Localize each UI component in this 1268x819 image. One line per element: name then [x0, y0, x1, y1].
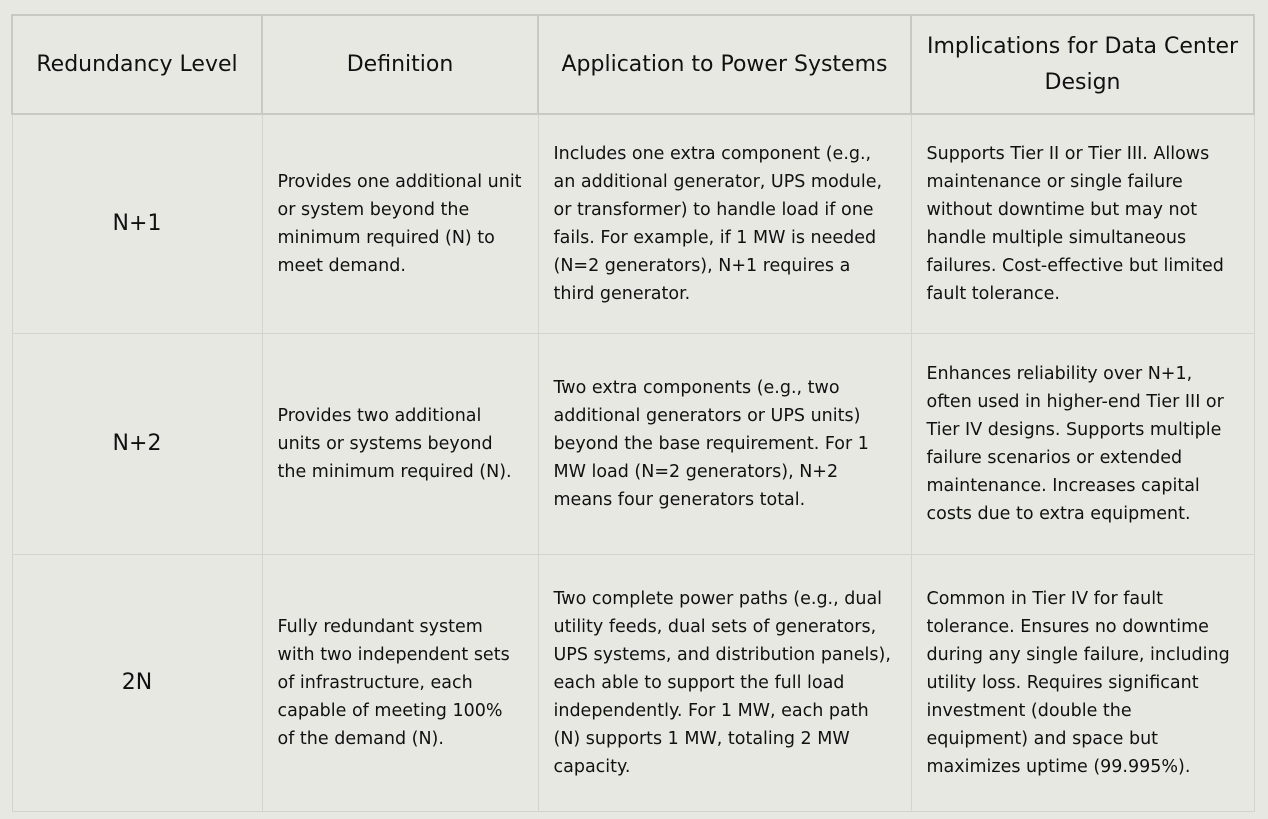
level-text: N+2 [112, 431, 162, 456]
cell-application [538, 114, 911, 334]
table-header [12, 15, 1254, 114]
table-row [12, 114, 1254, 334]
redundancy-table-container [11, 14, 1253, 809]
redundancy-table [11, 14, 1255, 812]
application-text: Two complete power paths (e.g., dual utility feeds, dual sets of generators, UPS systems, and distribution panels), each able to support the full load independently. For 1 MW, each path (N) supports 1 MW, totaling 2 MW capacity. [553, 589, 891, 777]
header-label: Definition [346, 51, 454, 77]
table-row [12, 334, 1254, 555]
header-redundancy-level [12, 15, 262, 114]
application-text: Two extra components (e.g., two additional generators or UPS units) beyond the base requirement. For 1 MW load (N=2 generators), N+2 means four generators total. [553, 378, 869, 510]
definition-text: Provides two additional units or systems beyond the minimum required (N). [277, 406, 512, 482]
header-application [538, 15, 911, 114]
header-label: Redundancy Level [36, 51, 238, 77]
table-body [12, 114, 1254, 812]
cell-application [538, 334, 911, 555]
cell-definition [262, 334, 538, 555]
implications-text: Enhances reliability over N+1, often used in higher-end Tier III or Tier IV designs. Supports multiple failure scenarios or extended maintenance. Increases capital costs due to extra equipment. [926, 364, 1224, 524]
definition-text: Fully redundant system with two independent sets of infrastructure, each capable of meeting 100% of the demand (N). [277, 617, 510, 749]
header-label: Implications for Data Center Design [926, 33, 1239, 95]
cell-level [12, 114, 262, 334]
cell-implications [911, 334, 1254, 555]
level-text: N+1 [112, 211, 162, 236]
cell-implications [911, 114, 1254, 334]
application-text: Includes one extra component (e.g., an additional generator, UPS module, or transformer) to handle load if one fails. For example, if 1 MW is needed (N=2 generators), N+1 requires a third generator. [553, 144, 883, 304]
cell-level [12, 334, 262, 555]
table-row [12, 555, 1254, 812]
header-label: Application to Power Systems [561, 51, 888, 77]
header-implications [911, 15, 1254, 114]
level-text: 2N [121, 670, 153, 695]
cell-definition [262, 114, 538, 334]
implications-text: Common in Tier IV for fault tolerance. Ensures no downtime during any single failure, including utility loss. Requires significant investment (double the equipment) and space but maximizes uptime (99.995%). [926, 589, 1230, 777]
definition-text: Provides one additional unit or system beyond the minimum required (N) to meet demand. [277, 172, 522, 276]
cell-implications [911, 555, 1254, 812]
cell-definition [262, 555, 538, 812]
cell-application [538, 555, 911, 812]
header-row [12, 15, 1254, 114]
header-definition [262, 15, 538, 114]
implications-text: Supports Tier II or Tier III. Allows maintenance or single failure without downtime but may not handle multiple simultaneous failures. Cost-effective but limited fault tolerance. [926, 144, 1224, 304]
cell-level [12, 555, 262, 812]
